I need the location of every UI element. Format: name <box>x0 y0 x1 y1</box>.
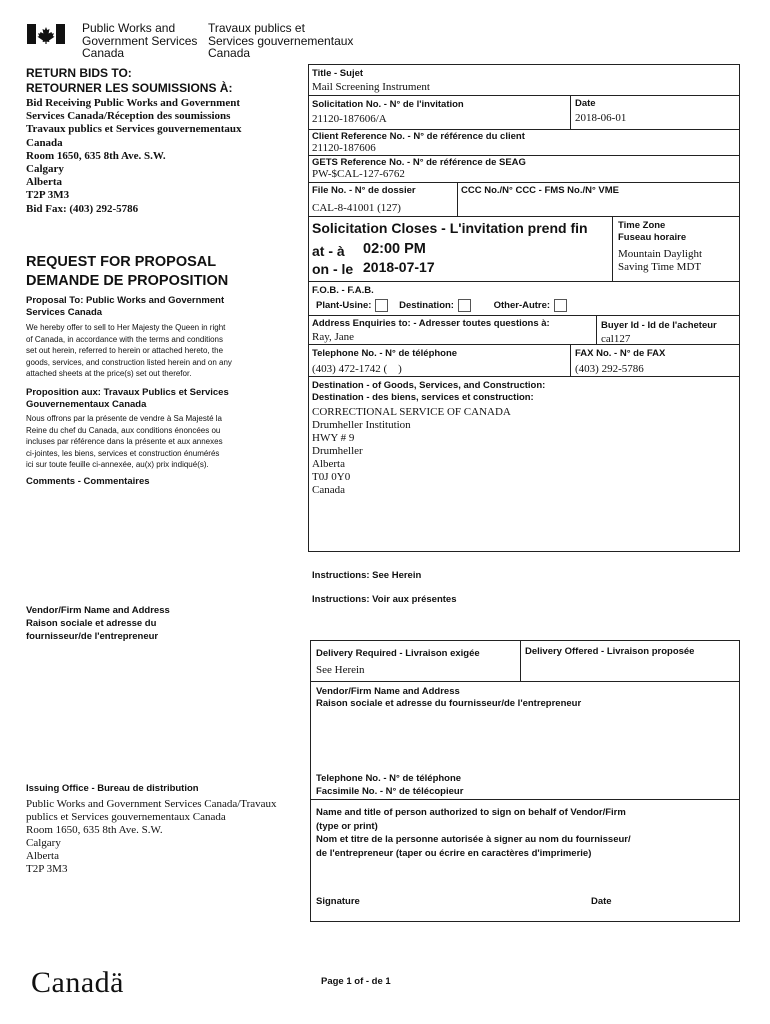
fob-label: F.O.B. - F.A.B. <box>312 285 374 296</box>
date-label: Date <box>575 98 596 109</box>
delivery-required-value: See Herein <box>316 664 365 676</box>
proposal-body-fr: Nous offrons par la présente de vendre à Sa Majesté la Reine du chef du Canada, aux conditions énoncées ou incluses par référence dans la présente et aux annexes ci-jointes, les biens, services et construction énumérés ici sur toute feuille ci-annexée, au(x) prix indiqué(s). <box>26 414 223 469</box>
issuing-office-address: Public Works and Government Services Canada/Travaux publics et Services gouvernementaux Canada Room 1650, 635 8th Ave. S.W. Calgary Alberta T2P 3M3 <box>26 798 277 875</box>
gets-reference-label: GETS Reference No. - N° de référence de SEAG <box>312 157 526 168</box>
date-value: 2018-06-01 <box>575 112 627 124</box>
closing-on-label: on - le <box>312 261 354 277</box>
phone-fax-label: Telephone No. - N° de téléphone Facsimile No. - N° de télécopieur <box>316 773 464 797</box>
ccc-number-label: CCC No./N° CCC - FMS No./N° VME <box>461 185 620 196</box>
fax-value: (403) 292-5786 <box>575 363 644 375</box>
delivery-required-label: Delivery Required - Livraison exigée <box>316 648 480 659</box>
telephone-value: (403) 472-1742 ( ) <box>312 363 402 375</box>
delivery-offered-label: Delivery Offered - Livraison proposée <box>525 646 695 657</box>
buyer-id-label: Buyer Id - Id de l'acheteur <box>601 320 717 331</box>
address-enquiries-label: Address Enquiries to: - Adresser toutes questions à: <box>312 318 550 329</box>
department-name-en: Public Works and Government Services Canada <box>82 21 198 60</box>
fax-label: FAX No. - N° de FAX <box>575 348 666 359</box>
time-zone-label: Time Zone Fuseau horaire <box>618 220 687 243</box>
proposal-to-fr: Proposition aux: Travaux Publics et Services Gouvernementaux Canada <box>26 387 229 410</box>
client-reference-label: Client Reference No. - N° de référence du client <box>312 131 525 142</box>
other-checkbox[interactable] <box>554 299 567 312</box>
plant-label: Plant-Usine: <box>316 300 372 312</box>
telephone-label: Telephone No. - N° de téléphone <box>312 348 458 359</box>
destination-label: Destination: <box>399 300 454 312</box>
department-name-fr: Travaux publics et Services gouvernementaux Canada <box>208 21 354 60</box>
proposal-to-en: Proposal To: Public Works and Government Services Canada <box>26 295 225 318</box>
client-reference-value: 21120-187606 <box>312 142 376 154</box>
time-zone-value: Mountain Daylight Saving Time MDT <box>618 248 703 273</box>
closing-time-value: 02:00 PM <box>363 241 426 257</box>
gets-reference-value: PW-$CAL-127-6762 <box>312 168 405 180</box>
file-number-value: CAL-8-41001 (127) <box>312 202 401 214</box>
instructions-en: Instructions: See Herein <box>312 570 422 581</box>
return-bids-address: Bid Receiving Public Works and Government Services Canada/Réception des soumissions Travaux publics et Services gouvernementaux Canada Room 1650, 635 8th Ave. S.W. Calgary Alberta T2P 3M3 Bid Fax: (403) 292-5786 <box>26 97 242 215</box>
fob-options <box>316 299 575 312</box>
proposal-body-en: We hereby offer to sell to Her Majesty the Queen in right of Canada, in accordance with the terms and conditions set out herein, referred to herein or attached hereto, the goods, services, and construction listed herein and on any attached sheets at the price(s) set out therefor. <box>26 323 232 378</box>
authorized-person-label: Name and title of person authorized to sign on behalf of Vendor/Firm (type or print) Nom et titre de la personne autorisée à signer au nom du fournisseur/ de l'entrepreneur (taper ou écrire en caractères d'imprimerie) <box>316 807 631 859</box>
signature-label: Signature <box>316 896 360 907</box>
solicitation-closes-title: Solicitation Closes - L'invitation prend fin <box>312 220 588 236</box>
page-number: Page 1 of - de 1 <box>321 976 391 987</box>
instructions-fr: Instructions: Voir aux présentes <box>312 594 457 605</box>
issuing-office-label: Issuing Office - Bureau de distribution <box>26 783 199 794</box>
canada-flag-icon <box>27 24 65 44</box>
title-value: Mail Screening Instrument <box>312 81 430 93</box>
buyer-id-value: cal127 <box>601 333 631 345</box>
destination-goods-label: Destination - of Goods, Services, and Construction: Destination - des biens, services et construction: <box>312 380 546 403</box>
destination-checkbox[interactable] <box>458 299 471 312</box>
comments-label: Comments - Commentaires <box>26 476 150 487</box>
title-label: Title - Sujet <box>312 68 364 79</box>
signature-date-label: Date <box>591 896 612 907</box>
plant-checkbox[interactable] <box>375 299 388 312</box>
rfp-title-fr: DEMANDE DE PROPOSITION <box>26 273 229 289</box>
return-bids-heading-fr: RETOURNER LES SOUMISSIONS À: <box>26 81 233 95</box>
closing-at-label: at - à <box>312 243 345 259</box>
address-enquiries-value: Ray, Jane <box>312 331 355 343</box>
closing-date-value: 2018-07-17 <box>363 259 435 275</box>
solicitation-number-label: Solicitation No. - N° de l'invitation <box>312 99 464 110</box>
solicitation-number-value: 21120-187606/A <box>312 113 387 125</box>
vendor-name-label: Vendor/Firm Name and Address Raison sociale et adresse du fournisseur/de l'entrepreneur <box>316 686 582 709</box>
destination-goods-value: CORRECTIONAL SERVICE OF CANADA Drumheller Institution HWY # 9 Drumheller Alberta T0J 0Y0 Canada <box>312 406 511 496</box>
rfp-title-en: REQUEST FOR PROPOSAL <box>26 254 217 270</box>
vendor-name-label-left: Vendor/Firm Name and Address Raison sociale et adresse du fournisseur/de l'entrepreneur <box>26 605 170 642</box>
other-label: Other-Autre: <box>493 300 551 312</box>
return-bids-heading-en: RETURN BIDS TO: <box>26 66 132 80</box>
canada-wordmark: Canadä <box>31 966 124 999</box>
file-number-label: File No. - N° de dossier <box>312 185 416 196</box>
